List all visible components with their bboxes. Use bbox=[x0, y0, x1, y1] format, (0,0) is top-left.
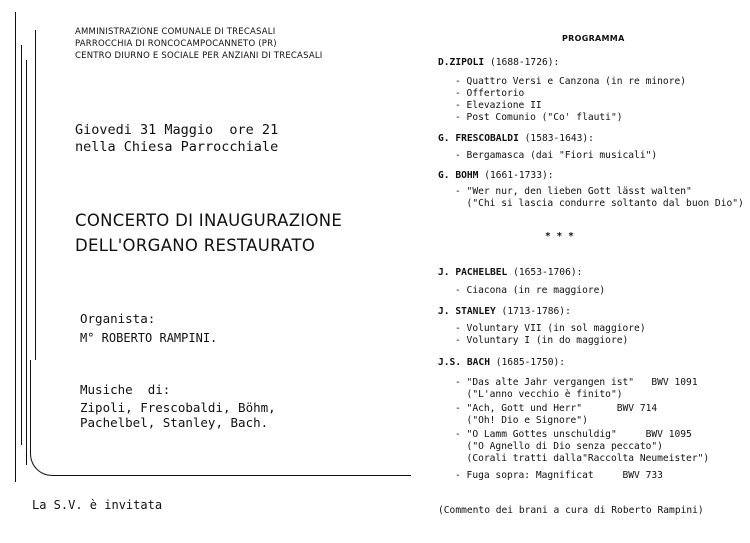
section-separator: * * * bbox=[545, 231, 574, 242]
concert-title-line-1: CONCERTO DI INAUGURAZIONE bbox=[75, 211, 343, 230]
programme-title: PROGRAMMA bbox=[562, 34, 625, 43]
list-item: - "Das alte Jahr vergangen ist" BWV 1091 bbox=[455, 377, 698, 388]
music-line-1: Zipoli, Frescobaldi, Böhm, bbox=[80, 400, 276, 415]
composer-name: G. FRESCOBALDI bbox=[438, 133, 519, 144]
commentary-note: (Commento dei brani a cura di Roberto Rampini) bbox=[438, 505, 704, 516]
border-line-2 bbox=[21, 45, 22, 445]
composer-dates: (1583-1643): bbox=[518, 133, 594, 144]
header-line-1: AMMINISTRAZIONE COMUNALE DI TRECASALI bbox=[75, 27, 276, 37]
list-item: - Offertorio bbox=[455, 88, 525, 99]
border-line-4 bbox=[35, 30, 36, 360]
list-item: - Voluntary VII (in sol maggiore) bbox=[455, 323, 646, 334]
composer-name: G. BOHM bbox=[438, 170, 479, 181]
list-item: - Quattro Versi e Canzona (in re minore) bbox=[455, 76, 687, 87]
list-item: - "Ach, Gott und Herr" BWV 714 bbox=[455, 403, 658, 414]
list-item: (Corali tratti dalla"Raccolta Neumeister") bbox=[455, 453, 710, 464]
composer-dates: (1661-1733): bbox=[478, 170, 554, 181]
event-date: Giovedi 31 Maggio ore 21 bbox=[75, 122, 279, 138]
composer-pachelbel bbox=[438, 267, 582, 280]
composer-bach bbox=[438, 357, 565, 370]
list-item: - Elevazione II bbox=[455, 100, 542, 111]
event-place: nella Chiesa Parrocchiale bbox=[75, 139, 279, 155]
border-line-1 bbox=[15, 12, 16, 482]
list-item: - Fuga sopra: Magnificat BWV 733 bbox=[455, 470, 663, 481]
composer-name: D.ZIPOLI bbox=[438, 57, 485, 68]
composer-dates: (1688-1726): bbox=[484, 57, 560, 68]
header-line-2: PARROCCHIA DI RONCOCAMPOCANNETO (PR) bbox=[75, 39, 277, 49]
list-item: ("Oh! Dio e Signore") bbox=[455, 415, 588, 426]
list-item: - Voluntary I (in do maggiore) bbox=[455, 335, 629, 346]
list-item: - Bergamasca (dai "Fiori musicali") bbox=[455, 150, 658, 161]
list-item: ("O Agnello di Dio senza peccato") bbox=[455, 441, 663, 452]
composer-dates: (1713-1786): bbox=[495, 306, 571, 317]
composer-name: J. STANLEY bbox=[438, 306, 496, 317]
concert-title-line-2: DELL'ORGANO RESTAURATO bbox=[75, 236, 316, 255]
list-item: ("Chi si lascia condurre soltanto dal buon Dio") bbox=[455, 198, 744, 209]
composer-name: J.S. BACH bbox=[438, 357, 490, 368]
composer-dates: (1685-1750): bbox=[489, 357, 566, 368]
list-item: - "O Lamm Gottes unschuldig" BWV 1095 bbox=[455, 429, 692, 440]
list-item: - Ciacona (in re maggiore) bbox=[455, 285, 606, 296]
list-item: - "Wer nur, den lieben Gott lässt walten" bbox=[455, 186, 692, 197]
composer-name: J. PACHELBEL bbox=[438, 267, 508, 278]
header-line-3: CENTRO DIURNO E SOCIALE PER ANZIANI DI TRECASALI bbox=[75, 51, 323, 61]
composer-stanley bbox=[438, 306, 571, 319]
music-line-2: Pachelbel, Stanley, Bach. bbox=[80, 415, 269, 430]
composer-bohm bbox=[438, 170, 554, 183]
composer-dates: (1653-1706): bbox=[507, 267, 583, 278]
border-line-3 bbox=[26, 60, 27, 465]
organist-label: Organista: bbox=[80, 311, 156, 326]
composer-zipoli bbox=[438, 57, 559, 70]
list-item: - Post Comunio ("Co' flauti") bbox=[455, 112, 623, 123]
music-label: Musiche di: bbox=[80, 382, 171, 397]
organist-name: M° ROBERTO RAMPINI. bbox=[80, 331, 218, 345]
list-item: ("L'anno vecchio è finito") bbox=[455, 389, 623, 400]
composer-frescobaldi bbox=[438, 133, 594, 146]
invitation-text: La S.V. è invitata bbox=[32, 498, 163, 512]
